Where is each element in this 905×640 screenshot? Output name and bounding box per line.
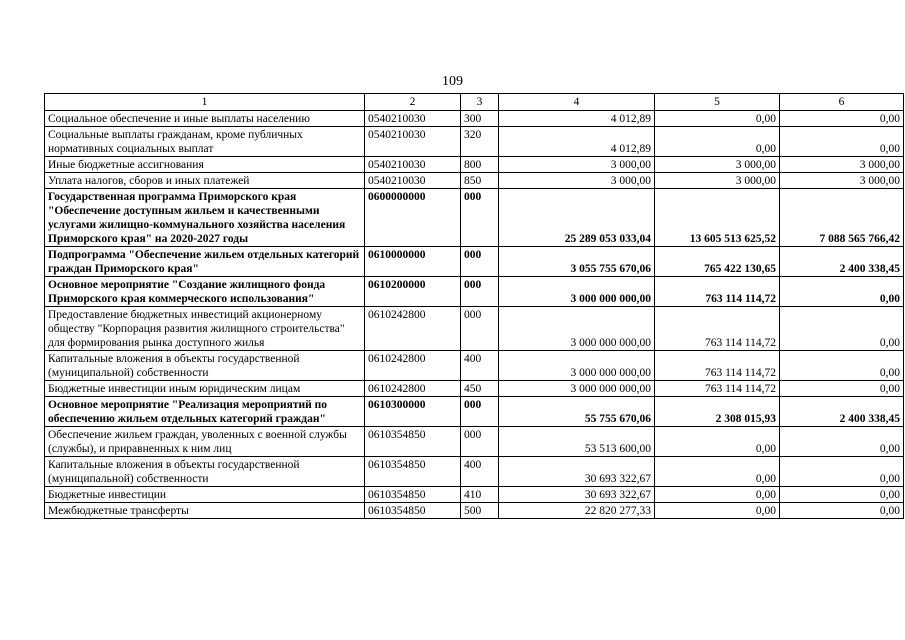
row-value-col6: 0,00 xyxy=(780,277,904,307)
row-code-cell: 0610354850 xyxy=(365,427,461,457)
row-code-cell: 0610242800 xyxy=(365,351,461,381)
row-kvr-cell: 000 xyxy=(461,397,499,427)
row-code-cell: 0610354850 xyxy=(365,503,461,519)
table-row xyxy=(45,127,904,157)
table-row xyxy=(45,351,904,381)
row-kvr-cell: 500 xyxy=(461,503,499,519)
row-value-col4: 53 513 600,00 xyxy=(499,427,655,457)
row-value-col5: 763 114 114,72 xyxy=(655,381,780,397)
row-kvr-cell: 410 xyxy=(461,487,499,503)
row-name-cell: Бюджетные инвестиции xyxy=(45,487,365,503)
table-row xyxy=(45,189,904,247)
row-name-cell: Предоставление бюджетных инвестиций акционерному обществу "Корпорация развития жилищного строительства" для формирования рынка доступного жилья xyxy=(45,307,365,351)
column-header: 4 xyxy=(499,94,655,111)
row-value-col6: 0,00 xyxy=(780,351,904,381)
row-value-col4: 4 012,89 xyxy=(499,111,655,127)
row-code-cell: 0610242800 xyxy=(365,307,461,351)
row-value-col4: 3 055 755 670,06 xyxy=(499,247,655,277)
row-value-col6: 0,00 xyxy=(780,381,904,397)
row-value-col6: 0,00 xyxy=(780,127,904,157)
row-value-col6: 0,00 xyxy=(780,111,904,127)
table-row xyxy=(45,157,904,173)
row-value-col5: 13 605 513 625,52 xyxy=(655,189,780,247)
column-header: 2 xyxy=(365,94,461,111)
row-code-cell: 0610354850 xyxy=(365,487,461,503)
row-name-cell: Социальные выплаты гражданам, кроме публичных нормативных социальных выплат xyxy=(45,127,365,157)
row-value-col6: 0,00 xyxy=(780,503,904,519)
row-value-col4: 3 000,00 xyxy=(499,157,655,173)
column-header: 6 xyxy=(780,94,904,111)
row-value-col5: 0,00 xyxy=(655,111,780,127)
row-value-col6: 7 088 565 766,42 xyxy=(780,189,904,247)
row-code-cell: 0610300000 xyxy=(365,397,461,427)
row-value-col6: 3 000,00 xyxy=(780,157,904,173)
row-value-col5: 0,00 xyxy=(655,427,780,457)
row-code-cell: 0610242800 xyxy=(365,381,461,397)
row-kvr-cell: 450 xyxy=(461,381,499,397)
row-value-col6: 2 400 338,45 xyxy=(780,397,904,427)
row-value-col6: 3 000,00 xyxy=(780,173,904,189)
table-row xyxy=(45,277,904,307)
row-kvr-cell: 400 xyxy=(461,457,499,487)
table-row xyxy=(45,457,904,487)
row-value-col5: 3 000,00 xyxy=(655,173,780,189)
row-value-col4: 3 000 000 000,00 xyxy=(499,277,655,307)
table-row xyxy=(45,381,904,397)
row-value-col6: 0,00 xyxy=(780,307,904,351)
row-code-cell: 0540210030 xyxy=(365,173,461,189)
row-value-col4: 30 693 322,67 xyxy=(499,457,655,487)
row-code-cell: 0610354850 xyxy=(365,457,461,487)
row-name-cell: Иные бюджетные ассигнования xyxy=(45,157,365,173)
header-row xyxy=(45,94,904,111)
table-row xyxy=(45,427,904,457)
row-value-col4: 55 755 670,06 xyxy=(499,397,655,427)
row-name-cell: Основное мероприятие "Реализация мероприятий по обеспечению жильем отдельных категорий граждан" xyxy=(45,397,365,427)
page-number: 109 xyxy=(442,74,463,89)
row-name-cell: Уплата налогов, сборов и иных платежей xyxy=(45,173,365,189)
row-value-col4: 3 000 000 000,00 xyxy=(499,307,655,351)
row-value-col4: 22 820 277,33 xyxy=(499,503,655,519)
row-value-col4: 3 000,00 xyxy=(499,173,655,189)
row-value-col4: 30 693 322,67 xyxy=(499,487,655,503)
row-value-col4: 3 000 000 000,00 xyxy=(499,381,655,397)
row-value-col4: 3 000 000 000,00 xyxy=(499,351,655,381)
row-code-cell: 0540210030 xyxy=(365,111,461,127)
row-name-cell: Межбюджетные трансферты xyxy=(45,503,365,519)
row-value-col5: 763 114 114,72 xyxy=(655,307,780,351)
table-row xyxy=(45,487,904,503)
row-value-col5: 765 422 130,65 xyxy=(655,247,780,277)
row-value-col6: 0,00 xyxy=(780,457,904,487)
row-name-cell: Обеспечение жильем граждан, уволенных с военной службы (службы), и приравненных к ним лиц xyxy=(45,427,365,457)
row-kvr-cell: 320 xyxy=(461,127,499,157)
table-row xyxy=(45,307,904,351)
row-value-col5: 2 308 015,93 xyxy=(655,397,780,427)
row-value-col5: 763 114 114,72 xyxy=(655,277,780,307)
row-kvr-cell: 000 xyxy=(461,277,499,307)
row-value-col4: 4 012,89 xyxy=(499,127,655,157)
row-value-col4: 25 289 053 033,04 xyxy=(499,189,655,247)
table-row xyxy=(45,247,904,277)
row-kvr-cell: 000 xyxy=(461,307,499,351)
row-value-col5: 0,00 xyxy=(655,503,780,519)
row-value-col6: 0,00 xyxy=(780,487,904,503)
row-kvr-cell: 400 xyxy=(461,351,499,381)
row-value-col5: 3 000,00 xyxy=(655,157,780,173)
table-row xyxy=(45,397,904,427)
row-kvr-cell: 000 xyxy=(461,427,499,457)
row-name-cell: Капитальные вложения в объекты государственной (муниципальной) собственности xyxy=(45,457,365,487)
row-name-cell: Социальное обеспечение и иные выплаты населению xyxy=(45,111,365,127)
row-name-cell: Капитальные вложения в объекты государственной (муниципальной) собственности xyxy=(45,351,365,381)
row-value-col5: 763 114 114,72 xyxy=(655,351,780,381)
row-name-cell: Государственная программа Приморского края "Обеспечение доступным жильем и качественными услугами жилищно-коммунального хозяйства населения Приморского края" на 2020-2027 годы xyxy=(45,189,365,247)
row-kvr-cell: 000 xyxy=(461,189,499,247)
row-code-cell: 0610200000 xyxy=(365,277,461,307)
row-value-col6: 0,00 xyxy=(780,427,904,457)
table-row xyxy=(45,111,904,127)
column-header: 5 xyxy=(655,94,780,111)
column-header: 3 xyxy=(461,94,499,111)
budget-table xyxy=(44,93,904,519)
row-kvr-cell: 800 xyxy=(461,157,499,173)
table-row xyxy=(45,173,904,189)
row-value-col6: 2 400 338,45 xyxy=(780,247,904,277)
row-code-cell: 0540210030 xyxy=(365,157,461,173)
row-code-cell: 0540210030 xyxy=(365,127,461,157)
table-row xyxy=(45,503,904,519)
row-kvr-cell: 300 xyxy=(461,111,499,127)
row-name-cell: Подпрограмма "Обеспечение жильем отдельных категорий граждан Приморского края" xyxy=(45,247,365,277)
row-code-cell: 0610000000 xyxy=(365,247,461,277)
row-value-col5: 0,00 xyxy=(655,487,780,503)
row-code-cell: 0600000000 xyxy=(365,189,461,247)
row-kvr-cell: 850 xyxy=(461,173,499,189)
row-kvr-cell: 000 xyxy=(461,247,499,277)
row-name-cell: Основное мероприятие "Создание жилищного фонда Приморского края коммерческого использования" xyxy=(45,277,365,307)
row-value-col5: 0,00 xyxy=(655,457,780,487)
row-name-cell: Бюджетные инвестиции иным юридическим лицам xyxy=(45,381,365,397)
row-value-col5: 0,00 xyxy=(655,127,780,157)
column-header: 1 xyxy=(45,94,365,111)
